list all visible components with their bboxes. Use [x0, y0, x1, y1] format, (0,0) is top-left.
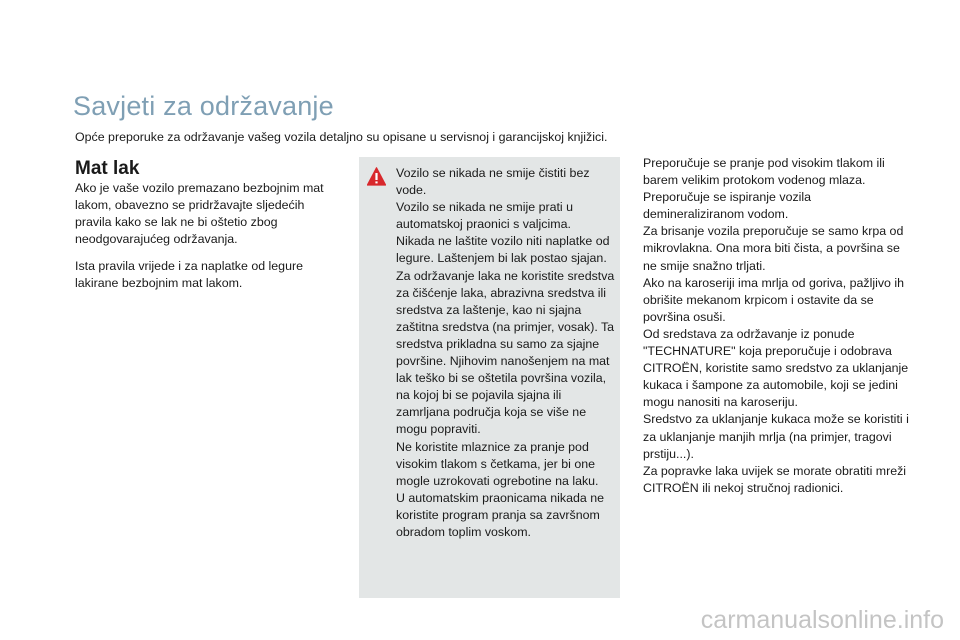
watermark: carmanualsonline.info: [700, 606, 944, 634]
warning-line: U automatskim praonicama nikada ne koristite program pranja sa završnom obradom toplim voskom.: [396, 490, 604, 539]
warning-line: Nikada ne laštite vozilo niti naplatke od legure. Laštenjem bi lak postao sjajan.: [396, 234, 610, 266]
warning-triangle-icon: [367, 167, 386, 186]
matte-paint-section: [75, 180, 337, 293]
section-paragraph: Ista pravila vrijede i za naplatke od legure lakirane bezbojnim mat lakom.: [75, 259, 303, 291]
recommendation-line: Preporučuje se pranje pod visokim tlakom ili barem velikim protokom vodenog mlaza.: [643, 156, 885, 188]
page-intro: Opće preporuke za održavanje vašeg vozila detaljno su opisane u servisnoj i garancijskoj knjižici.: [75, 130, 608, 144]
recommendation-line: Ako na karoseriji ima mrlja od goriva, pažljivo ih obrišite mekanom krpicom i ostavite da se površina osuši.: [643, 275, 904, 324]
warning-line: Vozilo se nikada ne smije prati u automatskoj praonici s valjcima.: [396, 200, 574, 232]
warning-line: Vozilo se nikada ne smije čistiti bez vode.: [396, 166, 590, 198]
warning-line: Ne koristite mlaznice za pranje pod visokim tlakom s četkama, jer bi one mogle uzrokovati ogrebotine na laku.: [396, 439, 599, 488]
recommendation-line: Za popravke laka uvijek se morate obratiti mreži CITROËN ili nekoj stručnoj radionici.: [643, 463, 907, 495]
warning-line: Za održavanje laka ne koristite sredstva za čišćenje laka, abrazivna sredstva ili sredstva za laštenje, kao ni sjajna zaštitna sredstva (na primjer, vosak). Ta sredstva prikladna su samo za sjajne površine. Njihovim nanošenjem na mat lak teško bi se oštetila površina vozila, na kojoj bi se pojavila sjajna ili zamrljana područja koja se više ne mogu popraviti.: [396, 268, 615, 437]
warning-box: [359, 157, 620, 598]
warning-text: [396, 165, 616, 541]
recommendation-line: Preporučuje se ispiranje vozila demineraliziranom vodom.: [643, 190, 812, 222]
section-title: Mat lak: [75, 158, 140, 179]
page-title: Savjeti za održavanje: [73, 91, 334, 121]
recommendation-line: Od sredstava za održavanje iz ponude "TECHNATURE" koja preporučuje i odobrava CITROËN, koristite samo sredstvo za uklanjanje kukaca i šampone za automobile, koji se jedini mogu nanositi na karoseriju.: [643, 326, 909, 410]
recommendation-line: Sredstvo za uklanjanje kukaca može se koristiti i za uklanjanje manjih mrlja (na primjer, tragovi prstiju...).: [643, 412, 909, 461]
care-recommendations: [643, 155, 913, 497]
recommendation-line: Za brisanje vozila preporučuje se samo krpa od mikrovlakna. Ona mora biti čista, a površina se ne smije snažno trljati.: [643, 224, 904, 273]
section-paragraph: Ako je vaše vozilo premazano bezbojnim mat lakom, obavezno se pridržavajte sljedećih pravila kako se lak ne bi oštetio zbog neodgovarajućeg održavanja.: [75, 181, 324, 247]
